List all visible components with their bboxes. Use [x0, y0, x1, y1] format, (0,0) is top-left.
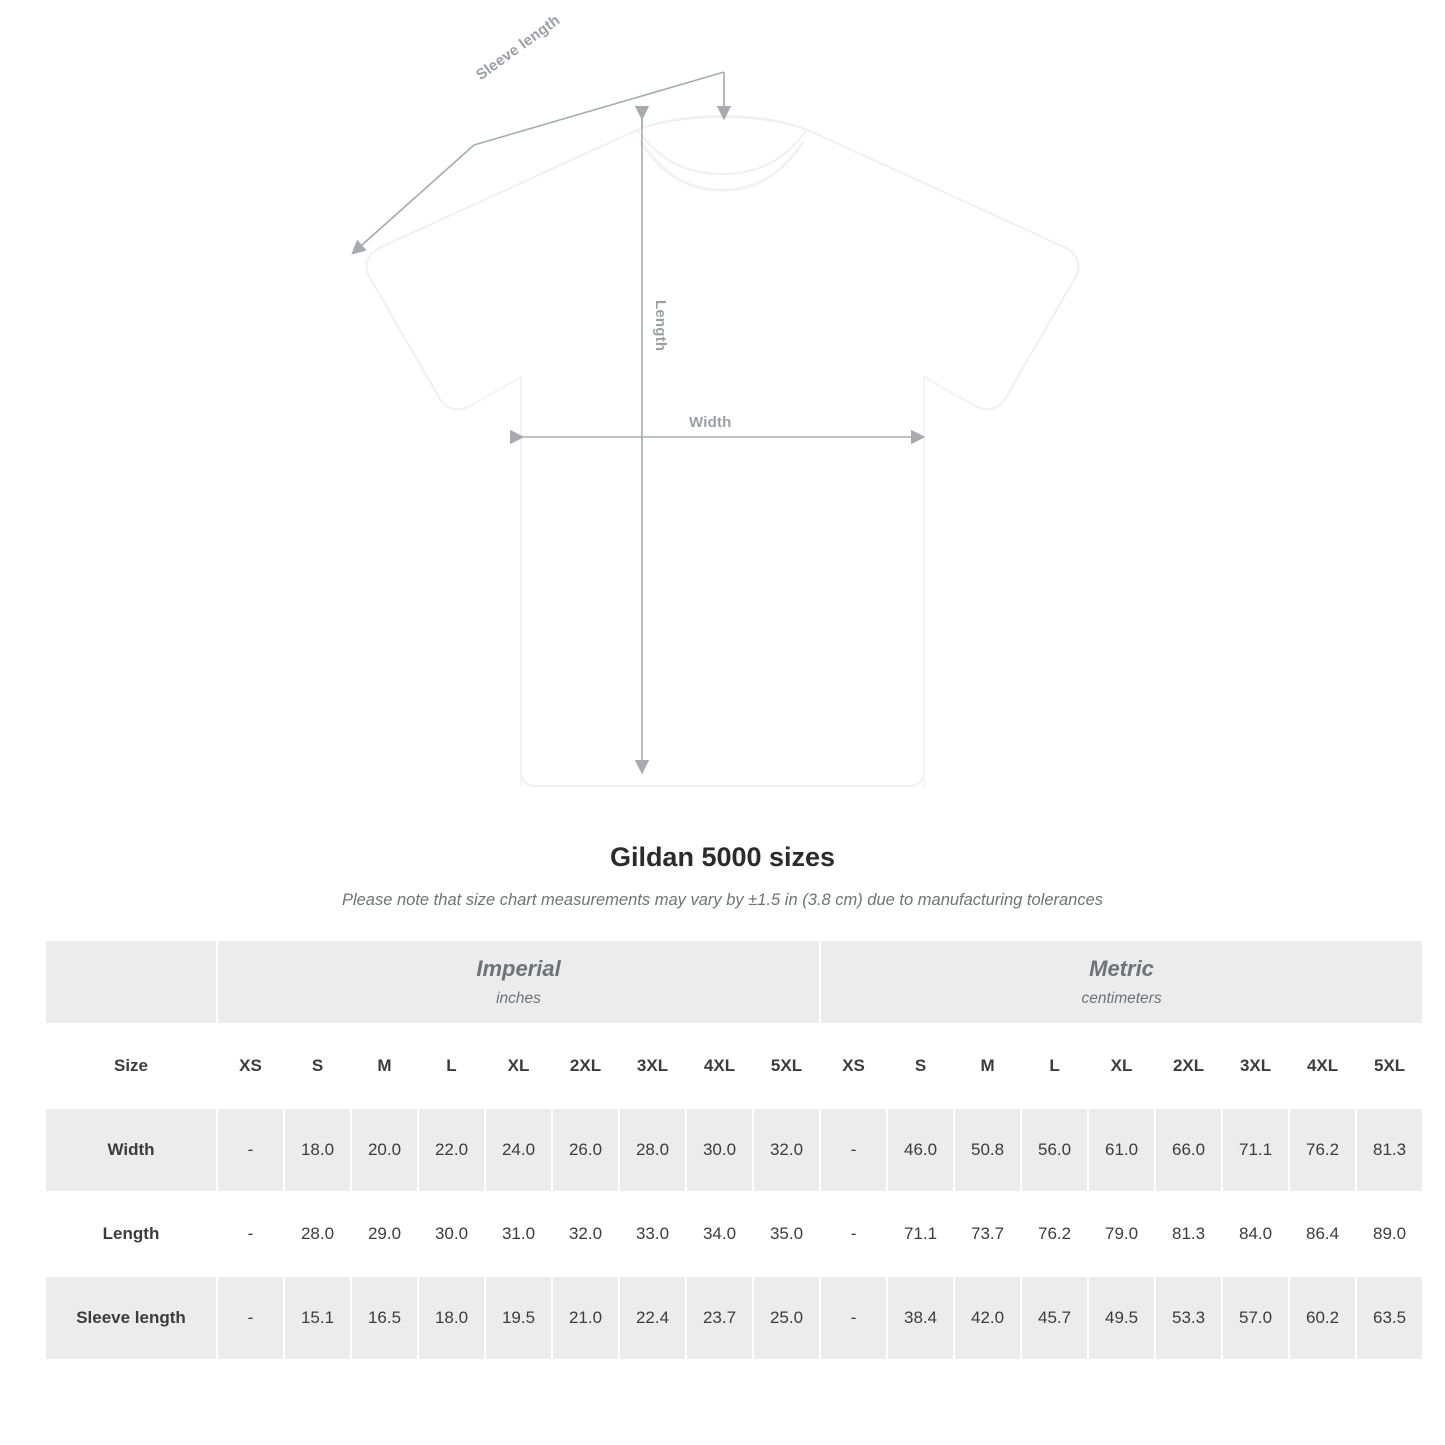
cell-sleeve-met-l: 45.7: [1022, 1277, 1087, 1359]
cell-width-met-l: 56.0: [1022, 1109, 1087, 1191]
size-chart-table-wrap: [44, 939, 1407, 1361]
cell-sleeve-imp-4xl: 23.7: [687, 1277, 752, 1359]
cell-sleeve-imp-5xl: 25.0: [754, 1277, 819, 1359]
cell-width-met-5xl: 81.3: [1357, 1109, 1422, 1191]
size-header-row: [46, 1025, 1422, 1107]
cell-width-imp-3xl: 28.0: [620, 1109, 685, 1191]
size-header-met-5xl: 5XL: [1357, 1025, 1422, 1107]
size-header-imp-xl: XL: [486, 1025, 551, 1107]
tshirt-shape: [366, 116, 1078, 786]
cell-length-met-m: 73.7: [955, 1193, 1020, 1275]
width-label: Width: [683, 414, 738, 431]
cell-width-imp-xs: -: [218, 1109, 283, 1191]
cell-length-imp-m: 29.0: [352, 1193, 417, 1275]
cell-sleeve-met-3xl: 57.0: [1223, 1277, 1288, 1359]
size-header-met-s: S: [888, 1025, 953, 1107]
size-header-met-m: M: [955, 1025, 1020, 1107]
unit-header-spacer: [46, 941, 216, 1023]
cell-length-met-s: 71.1: [888, 1193, 953, 1275]
cell-sleeve-met-2xl: 53.3: [1156, 1277, 1221, 1359]
cell-width-met-m: 50.8: [955, 1109, 1020, 1191]
unit-header-imperial: [218, 941, 819, 1023]
cell-width-imp-l: 22.0: [419, 1109, 484, 1191]
cell-length-met-5xl: 89.0: [1357, 1193, 1422, 1275]
cell-width-imp-m: 20.0: [352, 1109, 417, 1191]
size-header-label: Size: [46, 1025, 216, 1107]
table-row: [46, 1109, 1422, 1191]
cell-sleeve-met-4xl: 60.2: [1290, 1277, 1355, 1359]
cell-sleeve-met-xs: -: [821, 1277, 886, 1359]
cell-sleeve-met-5xl: 63.5: [1357, 1277, 1422, 1359]
cell-length-imp-5xl: 35.0: [754, 1193, 819, 1275]
cell-length-imp-4xl: 34.0: [687, 1193, 752, 1275]
cell-length-met-4xl: 86.4: [1290, 1193, 1355, 1275]
size-header-imp-s: S: [285, 1025, 350, 1107]
size-header-imp-3xl: 3XL: [620, 1025, 685, 1107]
cell-sleeve-met-m: 42.0: [955, 1277, 1020, 1359]
cell-width-met-xs: -: [821, 1109, 886, 1191]
cell-length-met-3xl: 84.0: [1223, 1193, 1288, 1275]
size-header-imp-4xl: 4XL: [687, 1025, 752, 1107]
size-header-met-l: L: [1022, 1025, 1087, 1107]
cell-sleeve-met-xl: 49.5: [1089, 1277, 1154, 1359]
cell-width-met-2xl: 66.0: [1156, 1109, 1221, 1191]
cell-sleeve-imp-xs: -: [218, 1277, 283, 1359]
unit-name-metric: Metric: [1089, 956, 1154, 982]
cell-sleeve-imp-2xl: 21.0: [553, 1277, 618, 1359]
cell-sleeve-imp-3xl: 22.4: [620, 1277, 685, 1359]
table-row: [46, 1277, 1422, 1359]
size-header-imp-2xl: 2XL: [553, 1025, 618, 1107]
size-header-met-2xl: 2XL: [1156, 1025, 1221, 1107]
size-header-imp-xs: XS: [218, 1025, 283, 1107]
sleeve-length-label: Sleeve length: [473, 11, 564, 84]
size-header-imp-5xl: 5XL: [754, 1025, 819, 1107]
size-header-met-4xl: 4XL: [1290, 1025, 1355, 1107]
cell-width-met-4xl: 76.2: [1290, 1109, 1355, 1191]
size-header-imp-m: M: [352, 1025, 417, 1107]
cell-sleeve-met-s: 38.4: [888, 1277, 953, 1359]
cell-length-met-xs: -: [821, 1193, 886, 1275]
cell-width-met-s: 46.0: [888, 1109, 953, 1191]
unit-header-metric: [821, 941, 1422, 1023]
cell-sleeve-imp-s: 15.1: [285, 1277, 350, 1359]
size-header-met-xs: XS: [821, 1025, 886, 1107]
cell-width-imp-s: 18.0: [285, 1109, 350, 1191]
cell-length-imp-2xl: 32.0: [553, 1193, 618, 1275]
cell-sleeve-imp-xl: 19.5: [486, 1277, 551, 1359]
cell-width-met-xl: 61.0: [1089, 1109, 1154, 1191]
table-row: [46, 1193, 1422, 1275]
size-header-imp-l: L: [419, 1025, 484, 1107]
row-label-sleeve-length: Sleeve length: [46, 1277, 216, 1359]
unit-sub-metric: centimeters: [1081, 989, 1162, 1007]
row-label-length: Length: [46, 1193, 216, 1275]
cell-length-imp-s: 28.0: [285, 1193, 350, 1275]
row-label-width: Width: [46, 1109, 216, 1191]
cell-sleeve-imp-m: 16.5: [352, 1277, 417, 1359]
cell-length-met-2xl: 81.3: [1156, 1193, 1221, 1275]
cell-sleeve-imp-l: 18.0: [419, 1277, 484, 1359]
length-label: Length: [652, 300, 669, 352]
page-title: Gildan 5000 sizes: [609, 842, 836, 872]
title-block: [0, 842, 1445, 910]
cell-width-imp-4xl: 30.0: [687, 1109, 752, 1191]
cell-length-imp-xl: 31.0: [486, 1193, 551, 1275]
cell-length-met-l: 76.2: [1022, 1193, 1087, 1275]
cell-length-imp-xs: -: [218, 1193, 283, 1275]
cell-length-imp-3xl: 33.0: [620, 1193, 685, 1275]
unit-header-row: [46, 941, 1422, 1023]
unit-name-imperial: Imperial: [476, 956, 561, 982]
cell-width-imp-xl: 24.0: [486, 1109, 551, 1191]
size-header-met-xl: XL: [1089, 1025, 1154, 1107]
unit-sub-imperial: inches: [496, 989, 541, 1007]
cell-width-imp-2xl: 26.0: [553, 1109, 618, 1191]
cell-width-met-3xl: 71.1: [1223, 1109, 1288, 1191]
cell-length-met-xl: 79.0: [1089, 1193, 1154, 1275]
cell-length-imp-l: 30.0: [419, 1193, 484, 1275]
size-chart-table: [44, 939, 1424, 1361]
tolerance-note: Please note that size chart measurements may vary by ±1.5 in (3.8 cm) due to manufacturing tolerances: [341, 891, 1104, 909]
cell-width-imp-5xl: 32.0: [754, 1109, 819, 1191]
size-header-met-3xl: 3XL: [1223, 1025, 1288, 1107]
